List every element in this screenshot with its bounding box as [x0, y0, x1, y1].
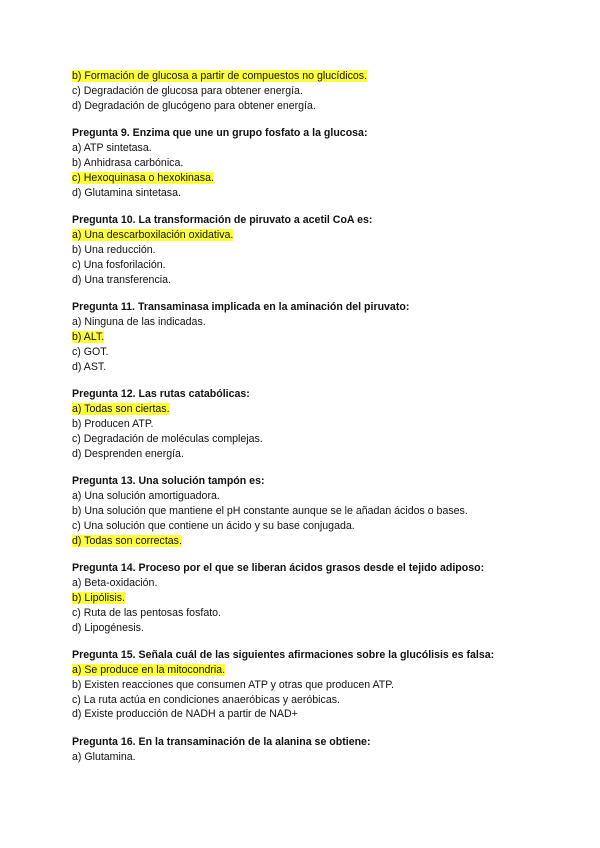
question-block-16 — [72, 735, 542, 765]
highlighted-answer-text: a) Todas son ciertas. — [72, 403, 170, 416]
answer-option-text: c) Una fosforilación. — [72, 258, 166, 271]
highlighted-answer-text: c) Hexoquinasa o hexokinasa. — [72, 171, 214, 184]
question-title: Pregunta 14. Proceso por el que se liberan ácidos grasos desde el tejido adiposo: — [72, 562, 485, 575]
answer-option — [72, 258, 542, 273]
answer-option — [72, 273, 542, 288]
answer-option-text: d) Lipogénesis. — [72, 621, 144, 634]
answer-option-text: a) Glutamina. — [72, 751, 136, 764]
answer-option-text: c) Una solución que contiene un ácido y su base conjugada. — [72, 519, 355, 532]
highlighted-answer-text: a) Una descarboxilación oxidativa. — [72, 229, 234, 242]
answer-option — [72, 432, 542, 447]
answer-option-text: c) Degradación de glucosa para obtener energía. — [72, 84, 303, 97]
answer-option — [72, 447, 542, 462]
answer-option-text: c) GOT. — [72, 345, 109, 358]
answer-option — [72, 678, 542, 693]
question-block-10 — [72, 213, 542, 287]
question-title: Pregunta 16. En la transaminación de la alanina se obtiene: — [72, 736, 371, 749]
answer-option — [72, 243, 542, 258]
answer-option — [72, 345, 542, 360]
answer-option — [72, 693, 542, 708]
question-title: Pregunta 12. Las rutas catabólicas: — [72, 388, 250, 401]
question-block-15 — [72, 648, 542, 722]
answer-option — [72, 402, 542, 417]
question-block-14 — [72, 561, 542, 635]
answer-option — [72, 69, 542, 84]
answer-option — [72, 504, 542, 519]
question-title: Pregunta 9. Enzima que une un grupo fosfato a la glucosa: — [72, 127, 368, 140]
answer-option — [72, 228, 542, 243]
question-title: Pregunta 13. Una solución tampón es: — [72, 475, 265, 488]
highlighted-answer-text: b) ALT. — [72, 330, 105, 343]
answer-option-text: d) Existe producción de NADH a partir de NAD+ — [72, 708, 298, 721]
answer-option-text: d) Glutamina sintetasa. — [72, 186, 181, 199]
answer-option-text: a) Una solución amortiguadora. — [72, 490, 220, 503]
answer-option-text: b) Existen reacciones que consumen ATP y otras que producen ATP. — [72, 678, 394, 691]
answer-option-text: c) Ruta de las pentosas fosfato. — [72, 606, 221, 619]
answer-option — [72, 417, 542, 432]
answer-option — [72, 576, 542, 591]
question-block-11 — [72, 300, 542, 374]
highlighted-answer-text: b) Formación de glucosa a partir de compuestos no glucídicos. — [72, 70, 368, 82]
answer-option-text: b) Una solución que mantiene el pH constante aunque se le añadan ácidos o bases. — [72, 504, 468, 517]
answer-option-text: c) Degradación de moléculas complejas. — [72, 432, 263, 445]
highlighted-answer-text: d) Todas son correctas. — [72, 534, 182, 547]
answer-option — [72, 534, 542, 549]
answer-option-text: b) Una reducción. — [72, 243, 156, 256]
answer-option — [72, 489, 542, 504]
answer-option-text: c) La ruta actúa en condiciones anaeróbicas y aeróbicas. — [72, 693, 340, 706]
answer-option-text: b) Producen ATP. — [72, 417, 154, 430]
answer-option — [72, 84, 542, 99]
answer-option — [72, 156, 542, 171]
question-title: Pregunta 15. Señala cuál de las siguientes afirmaciones sobre la glucólisis es falsa: — [72, 649, 495, 662]
answer-option — [72, 663, 542, 678]
question-title: Pregunta 11. Transaminasa implicada en la aminación del piruvato: — [72, 301, 410, 314]
answer-option — [72, 171, 542, 186]
highlighted-answer-text: b) Lipólisis. — [72, 591, 125, 604]
answer-option — [72, 621, 542, 636]
answer-option — [72, 330, 542, 345]
question-block-12 — [72, 387, 542, 461]
answer-option-text: d) Una transferencia. — [72, 273, 171, 286]
answer-option — [72, 591, 542, 606]
answer-option-text: d) Desprenden energía. — [72, 447, 184, 460]
answer-option — [72, 315, 542, 330]
answer-option — [72, 360, 542, 375]
answer-option-text: d) Degradación de glucógeno para obtener energía. — [72, 99, 316, 112]
question-block-continuation — [72, 69, 542, 113]
question-title: Pregunta 10. La transformación de piruvato a acetil CoA es: — [72, 214, 373, 227]
answer-option-text: a) Ninguna de las indicadas. — [72, 316, 206, 329]
highlighted-answer-text: a) Se produce en la mitocondria. — [72, 664, 226, 677]
answer-option — [72, 606, 542, 621]
answer-option — [72, 141, 542, 156]
answer-option-text: b) Anhidrasa carbónica. — [72, 156, 184, 169]
question-block-9 — [72, 126, 542, 200]
question-block-13 — [72, 474, 542, 548]
answer-option-text: a) ATP sintetasa. — [72, 142, 152, 155]
answer-option — [72, 707, 542, 722]
answer-option — [72, 186, 542, 201]
document-page — [72, 69, 542, 765]
answer-option-text: a) Beta-oxidación. — [72, 577, 158, 590]
answer-option — [72, 519, 542, 534]
answer-option-text: d) AST. — [72, 360, 107, 373]
answer-option — [72, 750, 542, 765]
answer-option — [72, 99, 542, 114]
